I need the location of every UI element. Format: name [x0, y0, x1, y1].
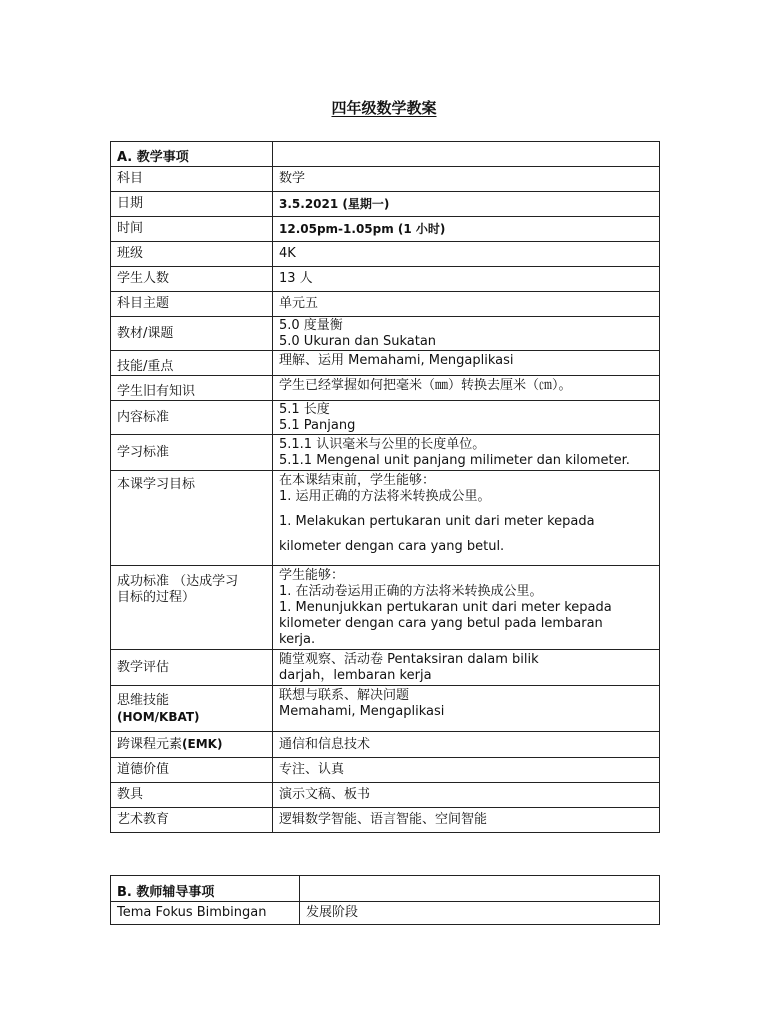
table-header-row	[111, 142, 660, 167]
table-row	[111, 566, 660, 650]
value-line: kerja.	[279, 632, 316, 647]
value-line: 随堂观察、活动卷 Pentaksiran dalam bilik	[279, 651, 539, 667]
table-header-row	[111, 876, 660, 902]
value-line: 1. Melakukan pertukaran unit dari meter kepada	[279, 514, 595, 529]
value-line: darjah，lembaran kerja	[279, 667, 432, 683]
row-value: 发展阶段	[300, 902, 660, 925]
table-row	[111, 435, 660, 471]
value-line: 5.1 长度	[279, 401, 330, 417]
row-label: 日期	[111, 192, 273, 217]
row-label: 技能/重点	[111, 351, 273, 376]
value-line: kilometer dengan cara yang betul.	[279, 539, 505, 554]
section-b-table	[110, 875, 660, 925]
section-a-header: A. 教学事项	[111, 142, 273, 167]
table-row	[111, 292, 660, 317]
row-label: 科目主题	[111, 292, 273, 317]
empty-cell	[300, 876, 660, 902]
row-label: 内容标准	[111, 401, 273, 435]
row-value	[273, 401, 660, 435]
value-line: 1. Menunjukkan pertukaran unit dari meter kepada	[279, 600, 612, 615]
value-line: kilometer dengan cara yang betul pada lembaran	[279, 616, 603, 631]
row-label: 学生旧有知识	[111, 376, 273, 401]
row-value	[273, 566, 660, 650]
row-value: 13 人	[273, 267, 660, 292]
row-label: 学生人数	[111, 267, 273, 292]
row-label: 道德价值	[111, 758, 273, 783]
row-value	[273, 686, 660, 732]
row-value: 12.05pm-1.05pm (1 小时)	[273, 217, 660, 242]
table-row	[111, 376, 660, 401]
document-title: 四年级数学教案	[331, 99, 437, 117]
row-label: 科目	[111, 167, 273, 192]
table-row	[111, 902, 660, 925]
value-line: 5.0 Ukuran dan Sukatan	[279, 333, 437, 349]
label-suffix: (EMK)	[182, 737, 223, 751]
value-line: 5.1.1 Mengenal unit panjang milimeter dan kilometer.	[279, 452, 630, 468]
table-row	[111, 650, 660, 686]
table-row	[111, 217, 660, 242]
table-row	[111, 471, 660, 566]
table-row	[111, 167, 660, 192]
row-value: 逻辑数学智能、语言智能、空间智能	[273, 808, 660, 833]
value-line: 5.1.1 认识毫米与公里的长度单位。	[279, 436, 486, 452]
table-row	[111, 783, 660, 808]
row-value	[273, 471, 660, 566]
row-value: 专注、认真	[273, 758, 660, 783]
section-a-table	[110, 141, 660, 833]
row-label: 艺术教育	[111, 808, 273, 833]
value-line: 在本课结束前，学生能够：	[279, 473, 436, 488]
value-line: Memahami, Mengaplikasi	[279, 704, 445, 719]
row-label: 教学评估	[111, 650, 273, 686]
row-value: 理解、运用 Memahami, Mengaplikasi	[273, 351, 660, 376]
value-line: 1. 在活动卷运用正确的方法将米转换成公里。	[279, 584, 543, 599]
row-value	[273, 317, 660, 351]
row-value: 数学	[273, 167, 660, 192]
row-value: 单元五	[273, 292, 660, 317]
row-value: 4K	[273, 242, 660, 267]
value-line: 5.0 度量衡	[279, 317, 343, 333]
row-value: 通信和信息技术	[273, 732, 660, 758]
label-line: 目标的过程）	[117, 590, 196, 605]
value-line: 1. 运用正确的方法将米转换成公里。	[279, 489, 491, 504]
row-value	[273, 650, 660, 686]
section-b-header: B. 教师辅导事项	[111, 876, 300, 902]
table-row	[111, 686, 660, 732]
row-label	[111, 732, 273, 758]
value-line: 学生能够：	[279, 568, 345, 583]
row-value	[273, 435, 660, 471]
table-row	[111, 192, 660, 217]
table-row	[111, 732, 660, 758]
table-row	[111, 242, 660, 267]
row-label	[111, 686, 273, 732]
empty-cell	[273, 142, 660, 167]
row-value: 学生已经掌握如何把毫米（㎜）转换去厘米（㎝）。	[273, 376, 660, 401]
label-text: 跨课程元素	[117, 737, 183, 752]
table-row	[111, 401, 660, 435]
row-label	[111, 566, 273, 650]
row-label: 时间	[111, 217, 273, 242]
table-row	[111, 351, 660, 376]
label-line: 思维技能	[117, 692, 170, 708]
row-label: 本课学习目标	[111, 471, 273, 566]
row-label: Tema Fokus Bimbingan	[111, 902, 300, 925]
row-label: 教材/课题	[111, 317, 273, 351]
label-line: (HOM/KBAT)	[117, 709, 200, 724]
row-value: 3.5.2021 (星期一)	[273, 192, 660, 217]
table-row	[111, 758, 660, 783]
row-value: 演示文稿、板书	[273, 783, 660, 808]
row-label: 教具	[111, 783, 273, 808]
table-row	[111, 267, 660, 292]
table-row	[111, 317, 660, 351]
value-line: 5.1 Panjang	[279, 417, 356, 433]
table-row	[111, 808, 660, 833]
row-label: 班级	[111, 242, 273, 267]
label-line: 成功标准 （达成学习	[117, 574, 239, 589]
row-label: 学习标准	[111, 435, 273, 471]
value-line: 联想与联系、解决问题	[279, 688, 410, 703]
